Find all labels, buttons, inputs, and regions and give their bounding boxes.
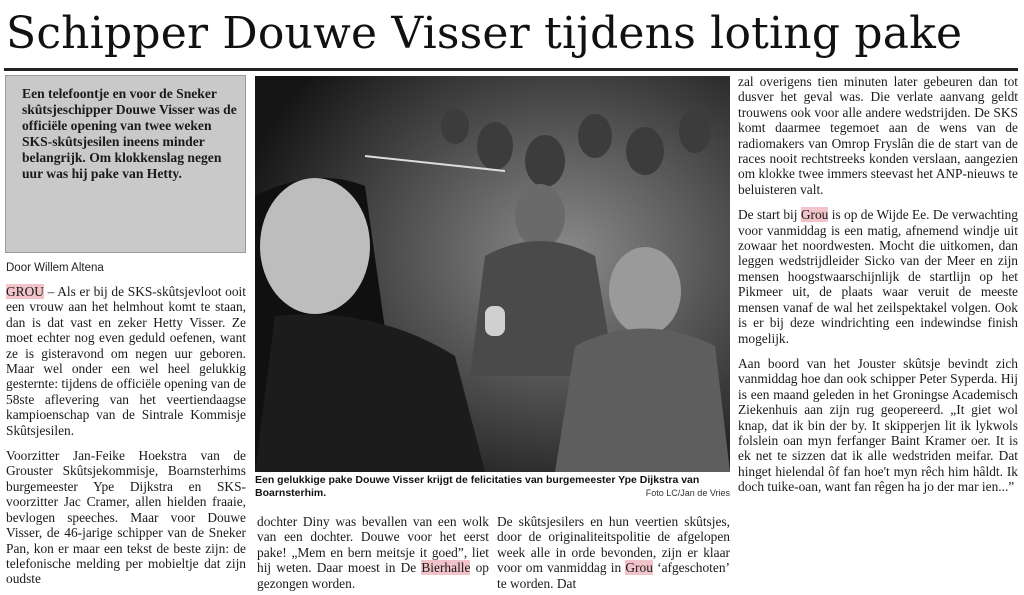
intro-text: Een telefoontje en voor de Sneker skûtsjeschipper Douwe Visser was de officiële opening van twee weken SKS-skûtsjesilen ineens minder belangrijk. Om klokkenslag negen uur was hij pake van Hetty. [22,86,237,182]
headline: Schipper Douwe Visser tijdens loting pake [6,8,963,59]
column-1-paragraph-1 [6,284,246,438]
column-2-text-a: dochter Diny was bevallen van een wolk van een dochter. Douwe voor het eerst pake! „Mem en bern meitsje it goed”, liet hij weten. Daar moest in De [257,514,489,576]
photo-caption: Een gelukkige pake Douwe Visser krijgt de felicitaties van burgemeester Ype Dijkstra van Boarnsterhim. [255,474,700,499]
place-highlight: Bierhalle [421,560,471,576]
place-highlight: Grou [800,207,829,223]
column-2 [257,514,489,591]
column-1-text: – Als er bij de SKS-skûtsjevloot ooit een vrouw aan het helmhout komt te staan, dan is dat vast en zeker Hetty Visser. Ze moet echter nog even geduld oefenen, want ze is gisteravond om negen uur geboren. Maar wel onder een wel heel gelukkig gesternte: tijdens de officiële opening van de 58ste aflevering van het veertiendaagse kampioenschap van de Sintrale Kommisje Skûtsjesilen. [6,284,246,438]
photo-illustration [255,76,730,472]
column-4-paragraph-3: Aan boord van het Jouster skûtsje bevindt zich vanmiddag hoe dan ook schipper Peter Syperda. Hij is een maand geleden in het Groningse Academisch Ziekenhuis aan zijn rug geopereerd. „It giet wol knap, dat ik bin der by. It skipperjen lit ik lykwols folslein oan myn ferfanger Baint Kramer oer. It is ek net te sizzen dat ik alle wedstriden meifar. Dat hinget hielendal ôf fan hoe't myn rêch him hâldt. Ik doch tuike-oan, want fan rêgen ha jo der mar ien...” [738,355,1018,495]
place-highlight: GROU [6,284,44,299]
paragraph-gap [738,346,1018,356]
column-2-text-b: op gezongen worden. [257,560,489,591]
column-2-paragraph [257,514,489,591]
byline: Door Willem Altena [6,262,104,274]
column-3-text-b: ‘afgeschoten’ te worden. Dat [497,560,730,591]
column-3-text-a: De skûtsjesilers en hun veertien skûtsjes, door de originaliteitspolitie de afgelopen week alle in orde bevonden, zijn er klaar voor om vanmiddag in [497,514,730,576]
paragraph-gap [6,438,246,448]
paragraph-gap [738,197,1018,207]
column-1 [6,284,246,587]
column-4-paragraph-2 [738,207,1018,346]
column-4-paragraph-1: zal overigens tien minuten later gebeuren dan tot dusver het geval was. Die verlate aanvang geldt trouwens ook voor alle andere wedstrijden. De SKS komt daarmee tegemoet aan de wens van de radiomakers van Omrop Fryslân die de start van de races nooit rechtstreeks konden verslaan, aangezien om klokke twee immers steevast het ANP-nieuws te beluisteren valt. [738,74,1018,197]
intro-box [5,75,246,253]
column-3 [497,514,730,591]
news-photo [255,76,730,472]
column-4-text-a: De start bij [738,207,801,223]
headline-rule [4,68,1018,71]
column-4 [738,74,1018,495]
column-1-paragraph-2: Voorzitter Jan-Feike Hoekstra van de Grouster Skûtsjekommisje, Boarnsterhims burgemeester Ype Dijkstra en SKS-voorzitter Jac Cramer, allen hielden fraaie, bevlogen speeches. Maar voor Douwe Visser, de 46-jarige schipper van de Sneker Pan, kon er maar een tekst de beste zijn: de telefonische melding per mobieltje dat zijn oudste [6,448,246,587]
place-highlight: Grou [625,560,653,576]
column-3-paragraph [497,514,730,591]
photo-credit: Foto LC/Jan de Vries [645,488,730,498]
column-4-text-b: is op de Wijde Ee. De verwachting voor vanmiddag is een matig, afnemend windje uit zowaar het noordwesten. Mocht die uitkomen, dan leggen wedstrijdleider Sicko van der Meer en zijn mensen hoogstwaarschijnlijk de startlijn op het Pikmeer uit, de plaats waar veruit de meeste mensen vanaf de wal het zeilspektakel volgen. Ook is er bij deze windrichting een indewindse finish mogelijk. [738,207,1018,346]
